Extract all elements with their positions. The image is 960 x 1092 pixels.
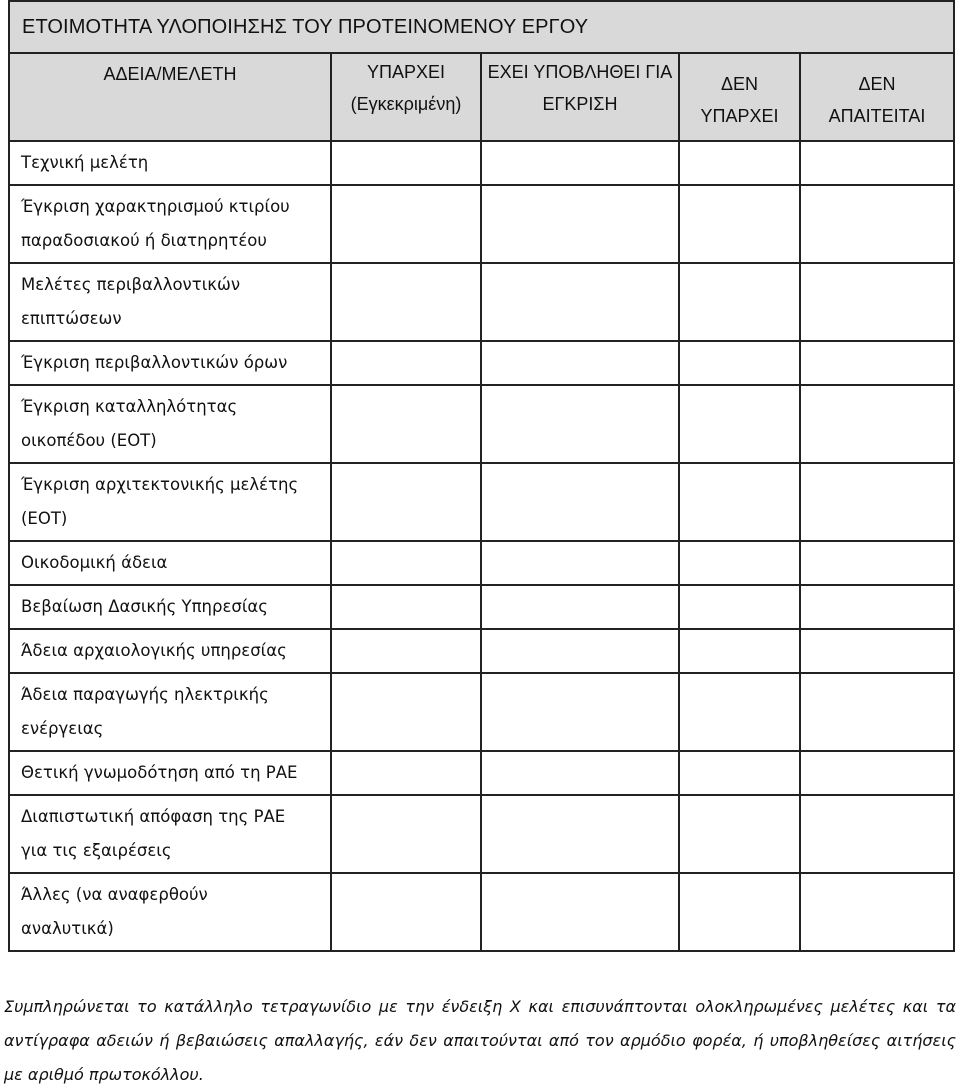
not-required-checkbox-cell[interactable] xyxy=(800,341,954,385)
permit-name-cell xyxy=(9,629,331,673)
exists-checkbox-cell[interactable] xyxy=(331,795,481,873)
permit-name-cell xyxy=(9,751,331,795)
table-row xyxy=(9,585,954,629)
table-row xyxy=(9,263,954,341)
not-exists-checkbox-cell[interactable] xyxy=(679,585,800,629)
table-row xyxy=(9,385,954,463)
exists-checkbox-cell[interactable] xyxy=(331,873,481,951)
not-required-checkbox-cell[interactable] xyxy=(800,541,954,585)
column-header-permit: ΑΔΕΙΑ/ΜΕΛΕΤΗ xyxy=(9,53,331,141)
not-required-checkbox-cell[interactable] xyxy=(800,873,954,951)
submitted-checkbox-cell[interactable] xyxy=(481,463,679,541)
column-header-not-exists-line2: ΥΠΑΡΧΕΙ xyxy=(700,106,779,126)
submitted-checkbox-cell[interactable] xyxy=(481,541,679,585)
not-exists-checkbox-cell[interactable] xyxy=(679,185,800,263)
permit-name-line1: Έγκριση χαρακτηρισμού κτιρίου xyxy=(21,197,290,216)
not-required-checkbox-cell[interactable] xyxy=(800,673,954,751)
not-required-checkbox-cell[interactable] xyxy=(800,629,954,673)
exists-checkbox-cell[interactable] xyxy=(331,751,481,795)
not-required-checkbox-cell[interactable] xyxy=(800,263,954,341)
table-row xyxy=(9,673,954,751)
submitted-checkbox-cell[interactable] xyxy=(481,751,679,795)
submitted-checkbox-cell[interactable] xyxy=(481,263,679,341)
permit-name-cell xyxy=(9,185,331,263)
permit-name-cell xyxy=(9,141,331,185)
exists-checkbox-cell[interactable] xyxy=(331,541,481,585)
permit-name-line1: Έγκριση αρχιτεκτονικής μελέτης xyxy=(21,475,299,494)
permit-name-line2: για τις εξαιρέσεις xyxy=(21,841,172,860)
permit-name-cell xyxy=(9,385,331,463)
not-exists-checkbox-cell[interactable] xyxy=(679,263,800,341)
not-required-checkbox-cell[interactable] xyxy=(800,795,954,873)
column-header-exists xyxy=(331,53,481,141)
permit-name-line2: ενέργειας xyxy=(21,719,104,738)
submitted-checkbox-cell[interactable] xyxy=(481,185,679,263)
column-header-not-exists-line1: ΔΕΝ xyxy=(720,74,759,94)
not-required-checkbox-cell[interactable] xyxy=(800,185,954,263)
table-row xyxy=(9,541,954,585)
permit-name-line1: Διαπιστωτική απόφαση της ΡΑΕ xyxy=(21,807,286,826)
exists-checkbox-cell[interactable] xyxy=(331,185,481,263)
not-required-checkbox-cell[interactable] xyxy=(800,751,954,795)
exists-checkbox-cell[interactable] xyxy=(331,629,481,673)
exists-checkbox-cell[interactable] xyxy=(331,463,481,541)
permit-name-cell xyxy=(9,873,331,951)
column-header-not-required xyxy=(800,53,954,141)
permit-name-line1: Άδεια παραγωγής ηλεκτρικής xyxy=(21,685,269,704)
not-exists-checkbox-cell[interactable] xyxy=(679,873,800,951)
submitted-checkbox-cell[interactable] xyxy=(481,873,679,951)
permit-name-line2: (ΕΟΤ) xyxy=(21,509,68,528)
exists-checkbox-cell[interactable] xyxy=(331,585,481,629)
permit-name-line1: Άδεια αρχαιολογικής υπηρεσίας xyxy=(21,641,287,660)
exists-checkbox-cell[interactable] xyxy=(331,341,481,385)
permit-name-line1: Έγκριση καταλληλότητας xyxy=(21,397,238,416)
exists-checkbox-cell[interactable] xyxy=(331,263,481,341)
not-required-checkbox-cell[interactable] xyxy=(800,585,954,629)
table-row xyxy=(9,141,954,185)
permit-name-line1: Θετική γνωμοδότηση από τη ΡΑΕ xyxy=(21,763,298,782)
submitted-checkbox-cell[interactable] xyxy=(481,673,679,751)
submitted-checkbox-cell[interactable] xyxy=(481,341,679,385)
table-row xyxy=(9,463,954,541)
permit-name-line1: Έγκριση περιβαλλοντικών όρων xyxy=(21,353,288,372)
permit-name-cell xyxy=(9,795,331,873)
column-header-submitted-line1: ΕΧΕΙ ΥΠΟΒΛΗΘΕΙ ΓΙΑ xyxy=(487,62,673,82)
table-body xyxy=(9,141,954,951)
permit-name-line1: Οικοδομική άδεια xyxy=(21,553,168,572)
permit-name-cell xyxy=(9,541,331,585)
column-header-exists-line2: (Εγκεκριμένη) xyxy=(350,94,462,114)
submitted-checkbox-cell[interactable] xyxy=(481,585,679,629)
permit-name-cell xyxy=(9,263,331,341)
not-required-checkbox-cell[interactable] xyxy=(800,463,954,541)
readiness-form xyxy=(8,0,953,952)
readiness-table xyxy=(8,0,955,952)
title-row xyxy=(9,1,954,53)
permit-name-line1: Βεβαίωση Δασικής Υπηρεσίας xyxy=(21,597,268,616)
column-header-submitted xyxy=(481,53,679,141)
table-row xyxy=(9,873,954,951)
permit-name-line1: Τεχνική μελέτη xyxy=(21,153,149,172)
permit-name-line2: αναλυτικά) xyxy=(21,919,114,938)
not-exists-checkbox-cell[interactable] xyxy=(679,385,800,463)
table-row xyxy=(9,341,954,385)
table-row xyxy=(9,185,954,263)
column-header-exists-line1: ΥΠΑΡΧΕΙ xyxy=(366,62,446,82)
not-exists-checkbox-cell[interactable] xyxy=(679,751,800,795)
table-row xyxy=(9,751,954,795)
permit-name-line2: οικοπέδου (ΕΟΤ) xyxy=(21,431,157,450)
header-row xyxy=(9,53,954,141)
column-header-not-exists xyxy=(679,53,800,141)
permit-name-cell xyxy=(9,463,331,541)
not-exists-checkbox-cell[interactable] xyxy=(679,341,800,385)
footnote: Συμπληρώνεται το κατάλληλο τετραγωνίδιο με την ένδειξη Χ και επισυνάπτονται ολοκληρωμένες μελέτες και τα αντίγραφα αδειών ή βεβαιώσεις απαλλαγής, εάν δεν απαιτούνται από τον αρμόδιο φορέα, ή υποβληθείσες αιτήσεις με αριθμό πρωτοκόλλου. xyxy=(4,997,956,1084)
not-required-checkbox-cell[interactable] xyxy=(800,141,954,185)
permit-name-line1: Άλλες (να αναφερθούν xyxy=(21,885,208,904)
table-row xyxy=(9,795,954,873)
column-header-submitted-line2: ΕΓΚΡΙΣΗ xyxy=(542,94,618,114)
permit-name-cell xyxy=(9,341,331,385)
not-exists-checkbox-cell[interactable] xyxy=(679,795,800,873)
not-exists-checkbox-cell[interactable] xyxy=(679,541,800,585)
permit-name-line2: παραδοσιακού ή διατηρητέου xyxy=(21,231,267,250)
permit-name-cell xyxy=(9,673,331,751)
submitted-checkbox-cell[interactable] xyxy=(481,141,679,185)
permit-name-line2: επιπτώσεων xyxy=(21,309,122,328)
permit-name-cell xyxy=(9,585,331,629)
exists-checkbox-cell[interactable] xyxy=(331,385,481,463)
table-title: ΕΤΟΙΜΟΤΗΤΑ ΥΛΟΠΟΙΗΣΗΣ ΤΟΥ ΠΡΟΤΕΙΝΟΜΕΝΟΥ ΕΡΓΟΥ xyxy=(9,1,954,53)
column-header-not-required-line1: ΔΕΝ xyxy=(858,74,896,94)
not-exists-checkbox-cell[interactable] xyxy=(679,463,800,541)
exists-checkbox-cell[interactable] xyxy=(331,141,481,185)
not-required-checkbox-cell[interactable] xyxy=(800,385,954,463)
table-row xyxy=(9,629,954,673)
not-exists-checkbox-cell[interactable] xyxy=(679,141,800,185)
submitted-checkbox-cell[interactable] xyxy=(481,385,679,463)
submitted-checkbox-cell[interactable] xyxy=(481,629,679,673)
not-exists-checkbox-cell[interactable] xyxy=(679,673,800,751)
exists-checkbox-cell[interactable] xyxy=(331,673,481,751)
column-header-not-required-line2: ΑΠΑΙΤΕΙΤΑΙ xyxy=(828,106,926,126)
not-exists-checkbox-cell[interactable] xyxy=(679,629,800,673)
submitted-checkbox-cell[interactable] xyxy=(481,795,679,873)
permit-name-line1: Μελέτες περιβαλλοντικών xyxy=(21,275,241,294)
